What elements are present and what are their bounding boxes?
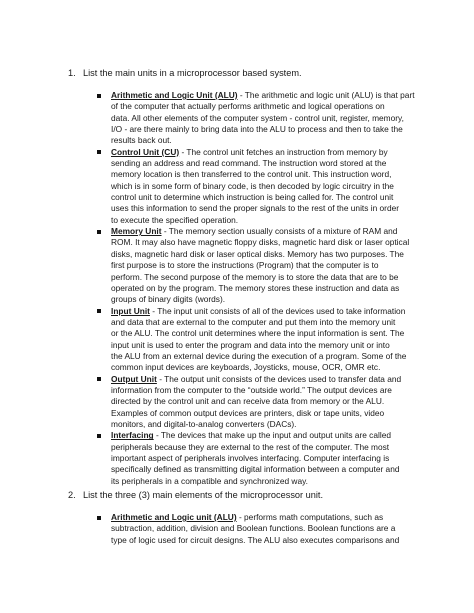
item-text-line: or the ALU. The control unit determines where the input information is sent. The <box>111 328 405 339</box>
item-text-line: - performs math computations, such as <box>236 512 384 522</box>
list-item-memory-unit <box>96 226 412 305</box>
list-item-input-unit <box>96 306 412 374</box>
square-bullet-icon <box>97 230 101 234</box>
item-text-line: groups of binary digits (words). <box>111 294 226 305</box>
item-text-line: peripherals because they are external to the rest of the computer. The most <box>111 441 390 452</box>
question-number: 1. <box>68 68 76 78</box>
item-text-line: - The output unit consists of the devices used to transfer data and <box>156 373 402 384</box>
item-text-line: monitors, and digital-to-analog converters (DACs). <box>111 418 297 429</box>
item-text-line: which is in some form of binary code, is then decoded by logic circuitry in the <box>111 180 394 191</box>
item-text-line: operated on by the program. The memory stores these instruction and data as <box>111 282 400 293</box>
item-text-line: important aspect of peripherals involves interfacing. Computer interfacing is <box>111 453 390 463</box>
item-text-line: Examples of common output devices are printers, disk or tape units, video <box>111 407 385 418</box>
term-heading: Control Unit (CU) <box>111 146 180 157</box>
square-bullet-icon <box>97 94 101 98</box>
item-text-line: ROM. It may also have magnetic floppy disks, magnetic hard disk or laser optical <box>111 237 410 248</box>
term-heading: Interfacing <box>111 430 154 441</box>
term-heading: Arithmetic and Logic unit (ALU) <box>111 512 237 522</box>
list-item-alu <box>96 90 415 147</box>
item-text-line: first purpose is to store the instructions (Program) that the computer is to <box>111 260 379 271</box>
square-bullet-icon <box>97 377 101 381</box>
term-heading: Arithmetic and Logic Unit (ALU) <box>111 90 238 100</box>
list-item-interfacing <box>96 430 412 487</box>
item-text-line: perform. The second purpose of the memory is to store the data that are to be <box>111 271 399 282</box>
item-text-line: type of logic used for circuit designs. The ALU also executes comparisons and <box>111 534 400 545</box>
answer-list-1 <box>96 90 415 487</box>
item-text-line: the ALU from an external device during the execution of a program. Some of the <box>111 350 407 361</box>
question-number: 2. <box>68 490 76 500</box>
item-text-line: subtraction, addition, division and Boolean functions. Boolean functions are a <box>111 523 396 534</box>
item-text-line: - The control unit fetches an instruction from memory by <box>179 146 388 157</box>
list-item-control-unit <box>96 147 412 226</box>
item-text-line: information from the computer to the “outside world.” The output devices are <box>111 384 392 395</box>
item-text-line: to execute the specified operation. <box>111 214 239 225</box>
item-text-line: - The input unit consists of all of the devices used to take information <box>149 305 406 316</box>
square-bullet-icon <box>97 516 101 520</box>
item-text-line: and data that are external to the computer and put them into the memory unit <box>111 316 396 327</box>
item-text-line: control unit to determine which instruction is being called for. The control unit <box>111 192 394 203</box>
square-bullet-icon <box>97 309 101 313</box>
item-text-line: its peripherals in a compatible and synchronized way. <box>111 475 308 486</box>
answer-list-2 <box>96 512 412 546</box>
item-text-line: of the computer that actually performs arithmetic and logical operations on <box>111 101 385 112</box>
item-text-line: directed by the control unit and can receive data from memory or the ALU. <box>111 396 385 407</box>
item-text-line: memory location is then transferred to the control unit. This instruction word, <box>111 169 392 180</box>
item-text-line: - The arithmetic and logic unit (ALU) is that part <box>237 90 415 100</box>
list-item-alu <box>96 512 412 546</box>
question-text: List the main units in a microprocessor based system. <box>83 68 302 78</box>
item-text-line: results back out. <box>111 135 172 146</box>
item-text-line: - The memory section usually consists of a mixture of RAM and <box>161 226 398 237</box>
item-text-line: specifically defined as transmitting digital information between a computer and <box>111 464 400 475</box>
item-text-line: input unit is used to enter the program and data into the memory unit or into <box>111 339 390 350</box>
item-text-line: sending an address and read command. The instruction word stored at the <box>111 158 387 169</box>
question-text: List the three (3) main elements of the microprocessor unit. <box>83 490 324 500</box>
item-text-line: - The devices that make up the input and output units are called <box>153 430 391 441</box>
item-text-line: I/O - are there mainly to bring data into the ALU to process and then to take the <box>111 124 403 135</box>
term-heading: Input Unit <box>111 305 150 316</box>
square-bullet-icon <box>97 150 101 154</box>
square-bullet-icon <box>97 434 101 438</box>
item-text-line: disks, magnetic hard disk or laser optical disks. Memory has two purposes. The <box>111 248 404 259</box>
list-item-output-unit <box>96 374 412 431</box>
item-text-line: uses this information to send the proper signals to the rest of the units in order <box>111 203 400 214</box>
item-text-line: data. All other elements of the computer system - control unit, register, memory, <box>111 112 404 123</box>
term-heading: Memory Unit <box>111 226 162 237</box>
term-heading: Output Unit <box>111 373 157 384</box>
item-text-line: common input devices are keyboards, Joysticks, mouse, OCR, OMR etc. <box>111 362 381 373</box>
